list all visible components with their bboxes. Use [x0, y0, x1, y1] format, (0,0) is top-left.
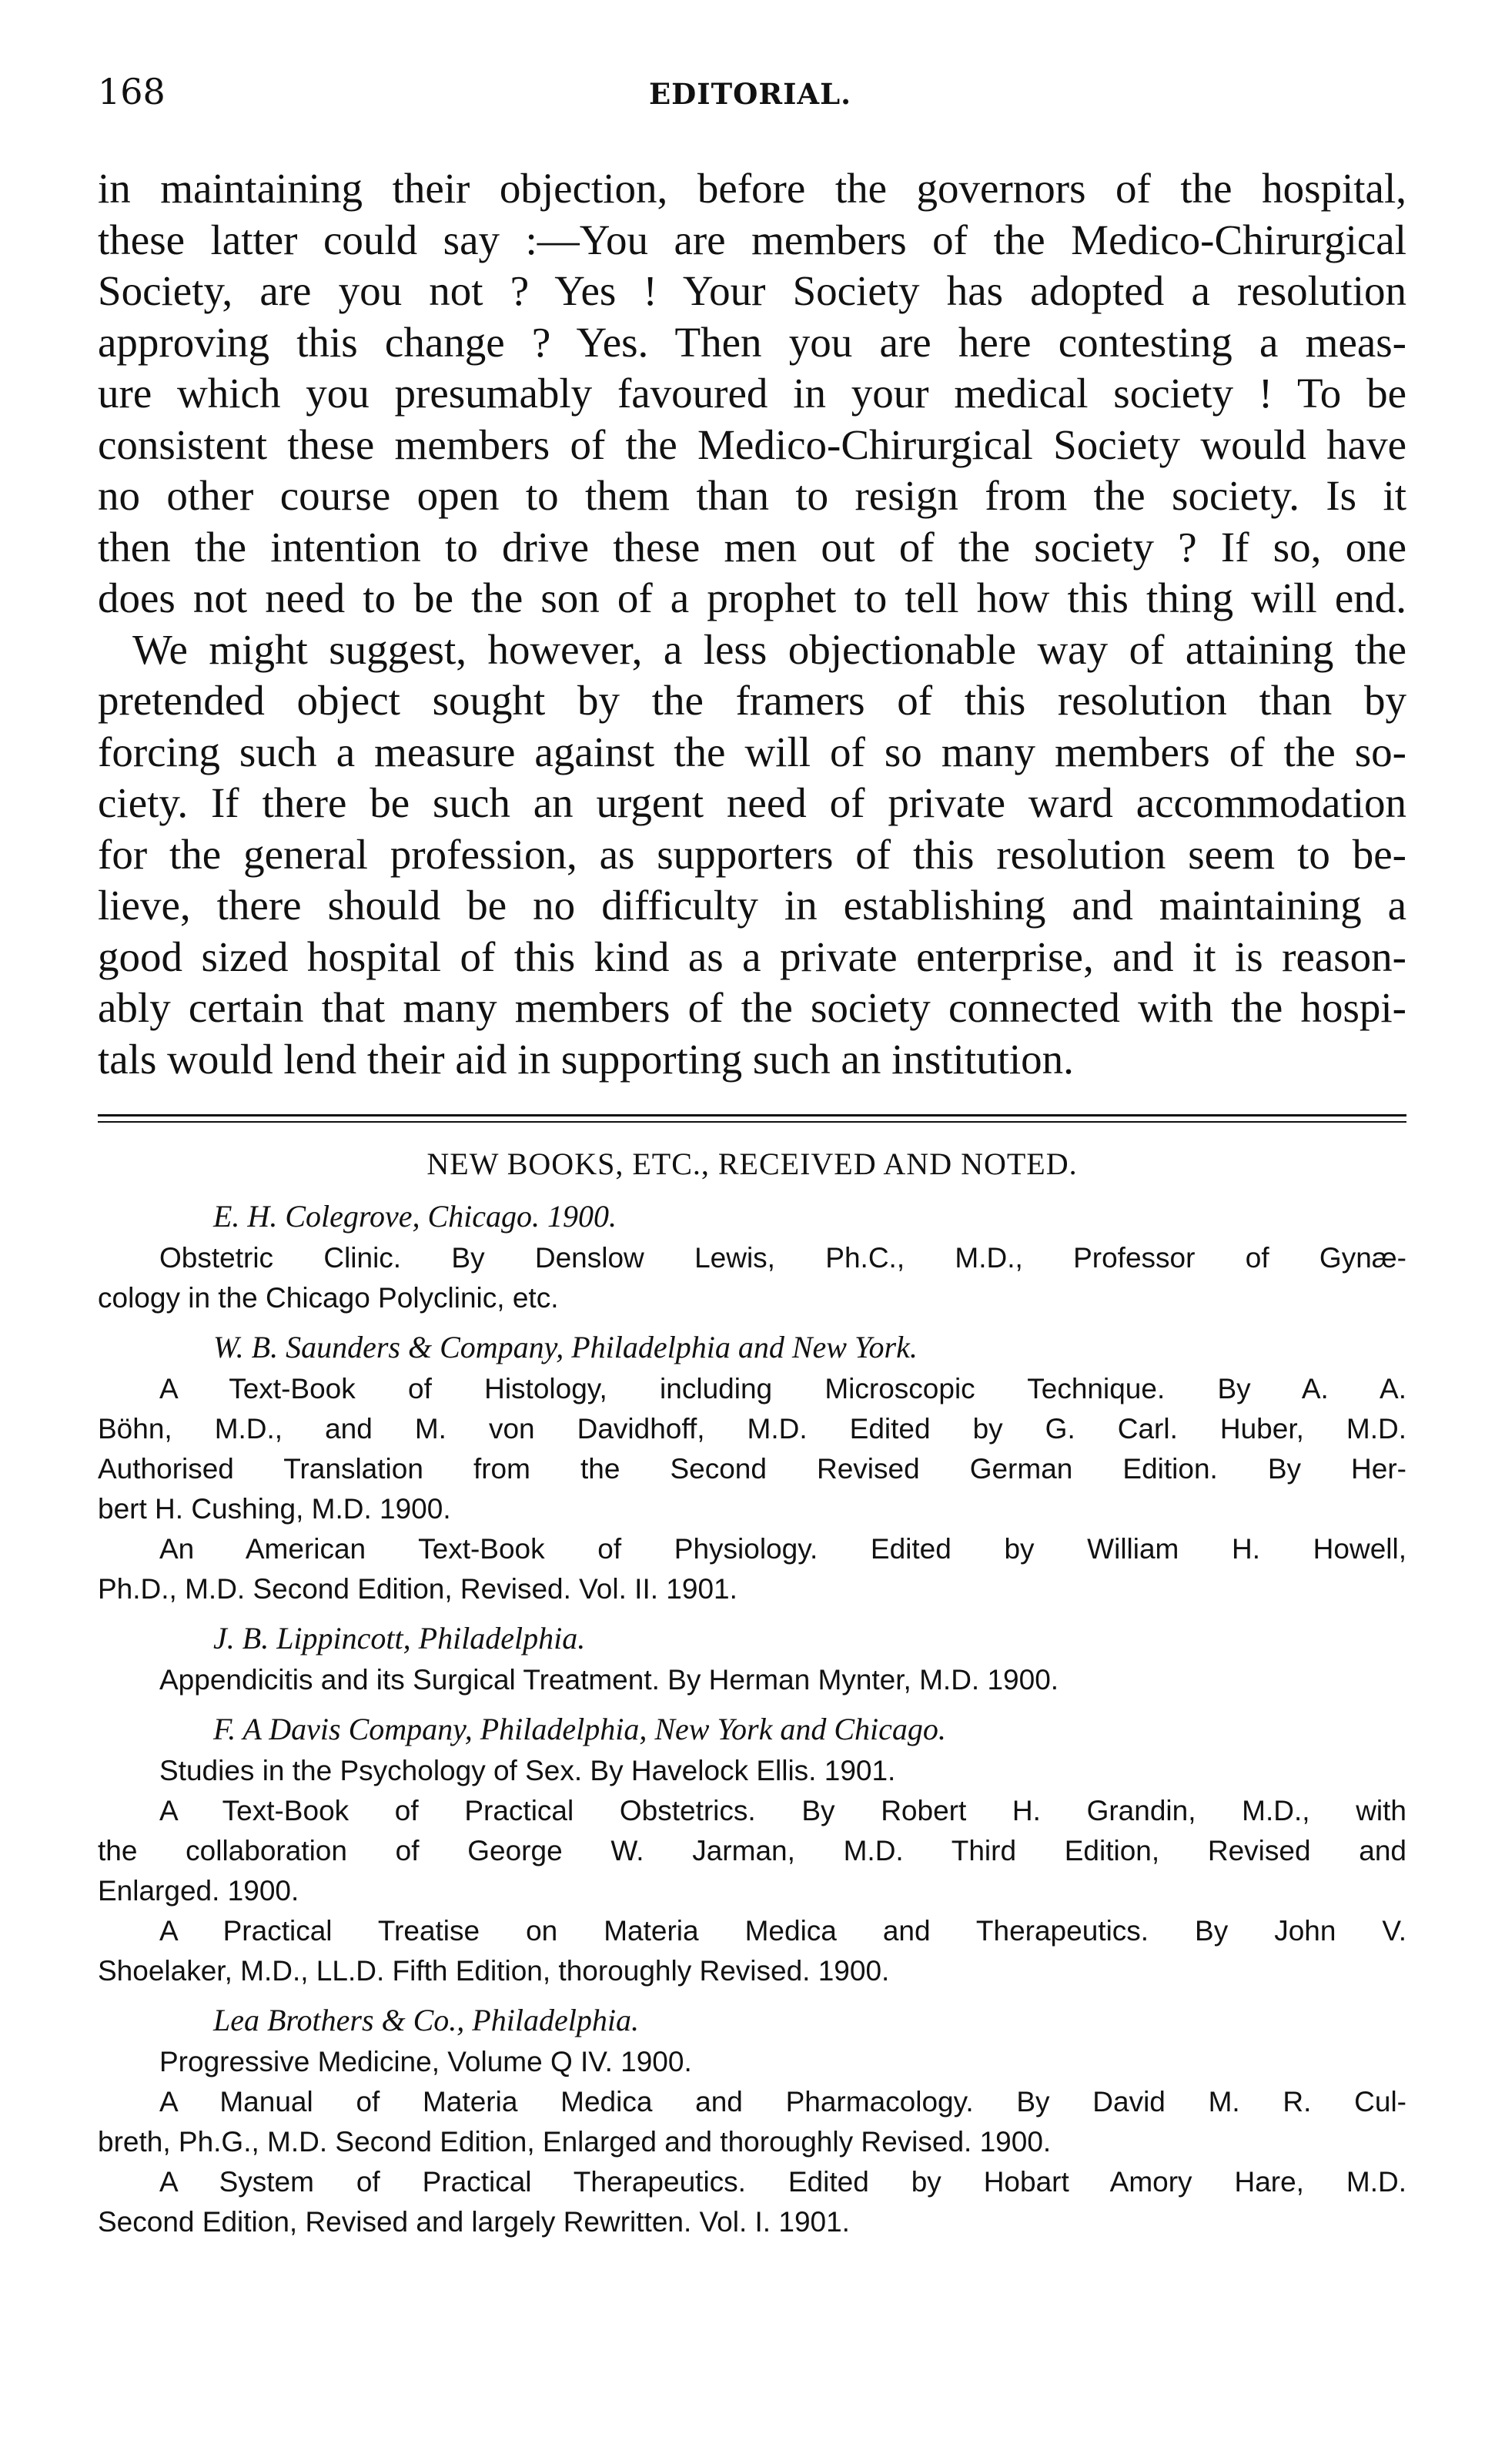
entry-line: the collaboration of George W. Jarman, M.D. Third Edition, Revised and: [98, 1835, 1406, 1866]
text-line: no other course open to them than to resign from the society. Is it: [98, 472, 1406, 519]
section-rule: [98, 1121, 1406, 1123]
publisher-heading: E. H. Colegrove, Chicago. 1900.: [213, 1199, 617, 1234]
entry-line: A Manual of Materia Medica and Pharmacology. By David M. R. Cul-: [159, 2086, 1406, 2118]
publisher-heading: F. A Davis Company, Philadelphia, New York and Chicago.: [213, 1712, 946, 1746]
book-entry: [98, 1911, 1406, 1991]
text-line: in maintaining their objection, before the governors of the hospital,: [98, 165, 1406, 212]
entry-line: A Text-Book of Histology, including Microscopic Technique. By A. A.: [159, 1373, 1406, 1404]
book-entry: [98, 1660, 1406, 1700]
entry-line: Progressive Medicine, Volume Q IV. 1900.: [159, 2046, 692, 2077]
entry-line: Shoelaker, M.D., LL.D. Fifth Edition, thoroughly Revised. 1900.: [98, 1955, 890, 1987]
publisher-heading: W. B. Saunders & Company, Philadelphia and New York.: [213, 1330, 918, 1364]
entry-line: Enlarged. 1900.: [98, 1875, 299, 1907]
text-line: We might suggest, however, a less objectionable way of attaining the: [132, 625, 1406, 673]
paragraph-2: [98, 624, 1406, 1086]
text-line: tals would lend their aid in supporting such an institution.: [98, 1035, 1074, 1083]
text-line: ciety. If there be such an urgent need of private ward accommodation: [98, 779, 1406, 826]
entry-line: Böhn, M.D., and M. von Davidhoff, M.D. Edited by G. Carl. Huber, M.D.: [98, 1413, 1406, 1445]
book-entry: [98, 2082, 1406, 2162]
text-line: ure which you presumably favoured in your medical society ! To be: [98, 370, 1406, 417]
text-line: these latter could say :—You are members of the Medico-Chirurgical: [98, 216, 1406, 263]
entry-line: An American Text-Book of Physiology. Edited by William H. Howell,: [159, 1533, 1406, 1565]
entry-line: A Text-Book of Practical Obstetrics. By Robert H. Grandin, M.D., with: [159, 1795, 1406, 1826]
book-entry: [98, 2042, 1406, 2082]
book-entry: [98, 2162, 1406, 2242]
text-line: ably certain that many members of the society connected with the hospi-: [98, 984, 1406, 1031]
paragraph-1: [98, 163, 1406, 624]
entry-line: Authorised Translation from the Second Revised German Edition. By Her-: [98, 1453, 1406, 1485]
book-entry: [98, 1238, 1406, 1318]
text-line: then the intention to drive these men out of the society ? If so, one: [98, 523, 1406, 571]
text-line: good sized hospital of this kind as a private enterprise, and it is reason-: [98, 932, 1406, 980]
publisher-heading: Lea Brothers & Co., Philadelphia.: [213, 2003, 639, 2037]
entry-line: bert H. Cushing, M.D. 1900.: [98, 1493, 451, 1525]
text-line: pretended object sought by the framers of this resolution than by: [98, 677, 1406, 724]
running-title: EDITORIAL.: [648, 77, 852, 111]
entry-line: cology in the Chicago Polyclinic, etc.: [98, 1282, 559, 1314]
text-line: approving this change ? Yes. Then you are here contesting a meas-: [98, 318, 1406, 366]
book-entry: [98, 1369, 1406, 1529]
text-line: Society, are you not ? Yes ! Your Society has adopted a resolution: [98, 267, 1406, 314]
entry-line: A Practical Treatise on Materia Medica and Therapeutics. By John V.: [159, 1915, 1406, 1947]
entry-line: Appendicitis and its Surgical Treatment. By Herman Mynter, M.D. 1900.: [159, 1664, 1059, 1696]
entry-line: Second Edition, Revised and largely Rewritten. Vol. I. 1901.: [98, 2206, 850, 2238]
section-heading: NEW BOOKS, ETC., RECEIVED AND NOTED.: [426, 1147, 1078, 1181]
entry-line: Obstetric Clinic. By Denslow Lewis, Ph.C., M.D., Professor of Gynæ-: [159, 1242, 1406, 1274]
entry-line: Studies in the Psychology of Sex. By Havelock Ellis. 1901.: [159, 1755, 896, 1786]
section-rule: [98, 1114, 1406, 1116]
book-entry: [98, 1529, 1406, 1609]
text-line: consistent these members of the Medico-Chirurgical Society would have: [98, 420, 1406, 468]
page-header: [98, 71, 1403, 117]
publisher-heading: J. B. Lippincott, Philadelphia.: [213, 1621, 586, 1656]
entry-line: A System of Practical Therapeutics. Edited by Hobart Amory Hare, M.D.: [159, 2166, 1406, 2198]
page-number: 168: [98, 71, 166, 112]
editorial-body: [98, 163, 1406, 1085]
text-line: does not need to be the son of a prophet to tell how this thing will end.: [98, 574, 1406, 621]
book-entry: [98, 1791, 1406, 1911]
book-entry: [98, 1751, 1406, 1791]
entry-line: Ph.D., M.D. Second Edition, Revised. Vol. II. 1901.: [98, 1573, 737, 1605]
new-books-section: [98, 1141, 1406, 2242]
text-line: lieve, there should be no difficulty in establishing and maintaining a: [98, 882, 1406, 929]
text-line: for the general profession, as supporters of this resolution seem to be-: [98, 830, 1406, 878]
text-line: forcing such a measure against the will of so many members of the so-: [98, 728, 1406, 775]
entry-line: breth, Ph.G., M.D. Second Edition, Enlarged and thoroughly Revised. 1900.: [98, 2126, 1052, 2158]
